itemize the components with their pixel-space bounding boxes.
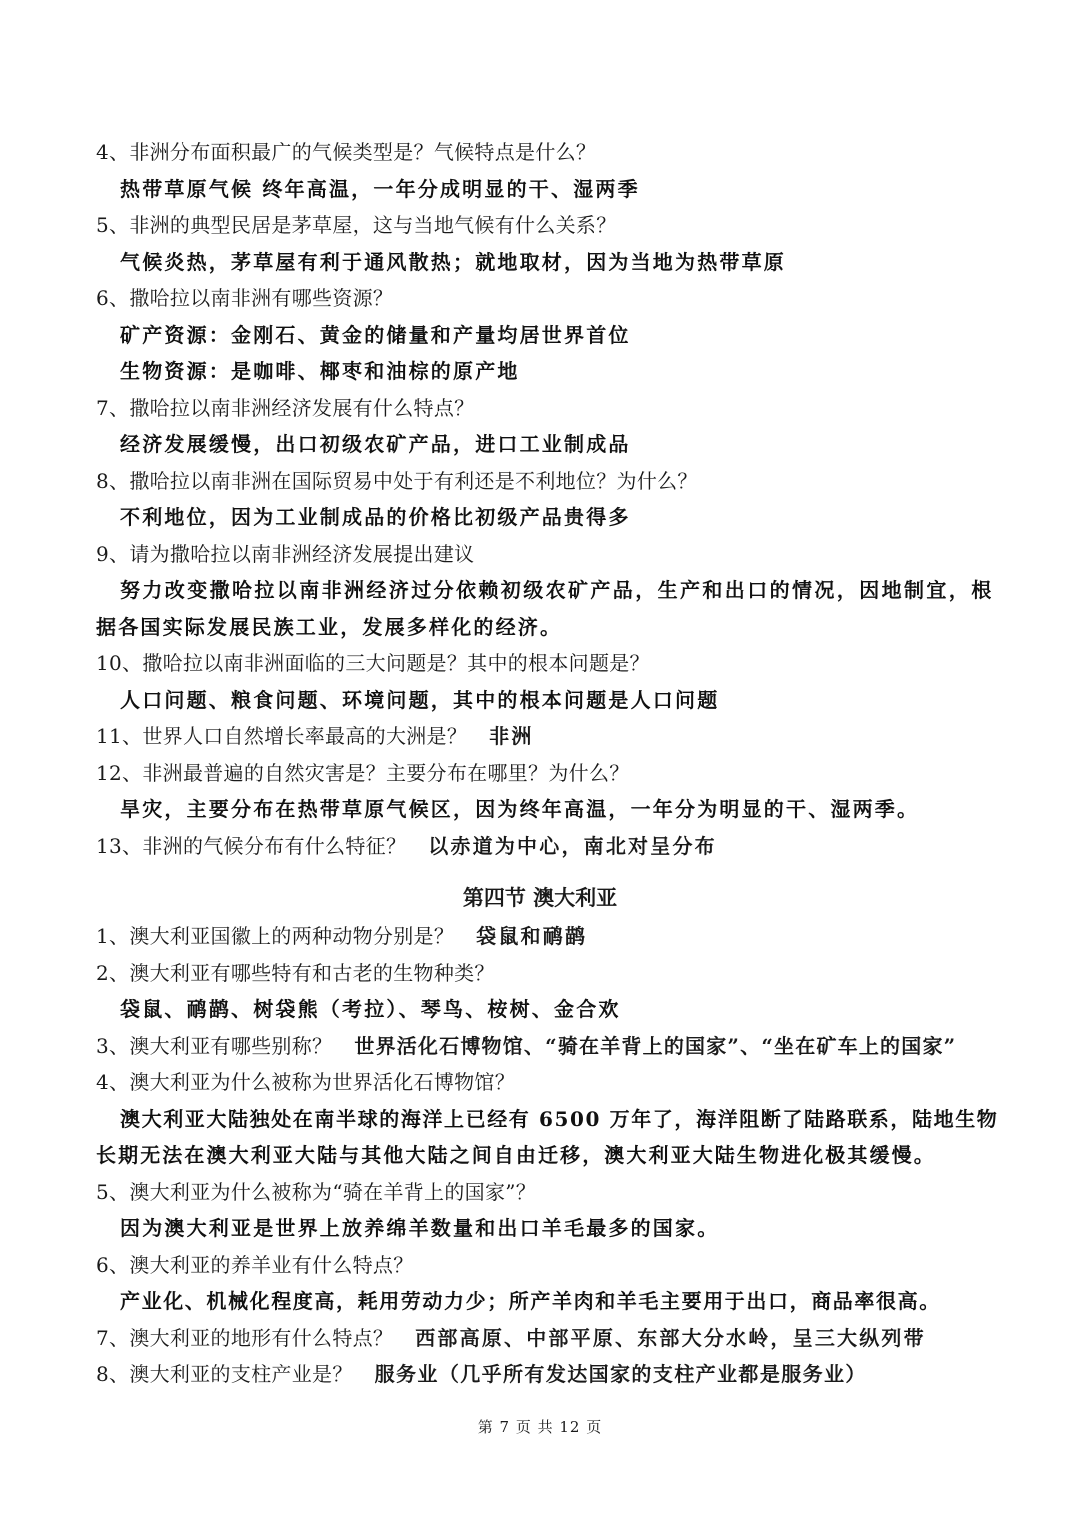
aus-answer-8: 服务业（几乎所有发达国家的支柱产业都是服务业） xyxy=(374,1362,867,1386)
answer-8: 不利地位，因为工业制成品的价格比初级产品贵得多 xyxy=(120,505,631,529)
aus-answer-2: 袋鼠、鸸鹋、树袋熊（考拉）、琴鸟、桉树、金合欢 xyxy=(120,997,621,1021)
aus-question-7 xyxy=(0,1320,1080,1357)
answer-6-biological: 生物资源：是咖啡、椰枣和油棕的原产地 xyxy=(120,359,520,383)
question-9: 9、请为撒哈拉以南非洲经济发展提出建议 xyxy=(96,541,475,566)
aus-question-1 xyxy=(0,918,1080,955)
aus-answer-4-line-1: 澳大利亚大陆独处在南半球的海洋上已经有 6500 万年了，海洋阻断了陆路联系，陆地生物 xyxy=(120,1106,999,1131)
question-13-text: 13、非洲的气候分布有什么特征？ xyxy=(96,833,407,858)
section-title: 第四节 澳大利亚 xyxy=(462,886,618,910)
question-7: 7、撒哈拉以南非洲经济发展有什么特点？ xyxy=(96,395,475,420)
aus-answer-3: 世界活化石博物馆、“骑在羊背上的国家”、“坐在矿车上的国家” xyxy=(354,1033,957,1058)
answer-11: 非洲 xyxy=(489,724,534,748)
answer-13: 以赤道为中心，南北对呈分布 xyxy=(428,833,717,858)
question-11-text: 11、世界人口自然增长率最高的大洲是？ xyxy=(96,724,468,748)
answer-10: 人口问题、粮食问题、环境问题，其中的根本问题是人口问题 xyxy=(120,687,720,712)
document-body xyxy=(0,134,1080,1393)
answer-4: 热带草原气候 终年高温，一年分成明显的干、湿两季 xyxy=(120,176,640,201)
answer-7: 经济发展缓慢，出口初级农矿产品，进口工业制成品 xyxy=(120,432,631,456)
aus-answer-6: 产业化、机械化程度高，耗用劳动力少；所产羊肉和羊毛主要用于出口，商品率很高。 xyxy=(120,1289,941,1313)
aus-question-3 xyxy=(0,1028,1080,1065)
question-12: 12、非洲最普遍的自然灾害是？主要分布在哪里？为什么？ xyxy=(96,760,630,785)
answer-9-line-1: 努力改变撒哈拉以南非洲经济过分依赖初级农矿产品，生产和出口的情况，因地制宜，根 xyxy=(120,578,994,602)
question-5: 5、非洲的典型民居是茅草屋，这与当地气候有什么关系？ xyxy=(96,213,617,237)
aus-question-3-text: 3、澳大利亚有哪些别称？ xyxy=(96,1033,333,1058)
aus-answer-1: 袋鼠和鸸鹋 xyxy=(476,924,588,948)
aus-question-8-text: 8、澳大利亚的支柱产业是？ xyxy=(96,1362,353,1386)
answer-5: 气候炎热，茅草屋有利于通风散热；就地取材，因为当地为热带草原 xyxy=(120,249,786,274)
aus-question-4: 4、澳大利亚为什么被称为世界活化石博物馆？ xyxy=(96,1070,516,1094)
question-8: 8、撒哈拉以南非洲在国际贸易中处于有利还是不利地位？为什么？ xyxy=(96,468,698,493)
aus-question-2: 2、澳大利亚有哪些特有和古老的生物种类？ xyxy=(96,960,495,985)
aus-question-6: 6、澳大利亚的养羊业有什么特点？ xyxy=(96,1252,414,1277)
aus-answer-4-line-2: 长期无法在澳大利亚大陆与其他大陆之间自由迁移，澳大利亚大陆生物进化极其缓慢。 xyxy=(96,1143,936,1167)
answer-9-line-2: 据各国实际发展民族工业，发展多样化的经济。 xyxy=(96,614,563,639)
question-11 xyxy=(0,718,1080,755)
aus-answer-5: 因为澳大利亚是世界上放养绵羊数量和出口羊毛最多的国家。 xyxy=(120,1216,720,1240)
answer-12: 旱灾，主要分布在热带草原气候区，因为终年高温，一年分为明显的干、湿两季。 xyxy=(120,797,920,821)
aus-answer-7: 西部高原、中部平原、东部大分水岭，呈三大纵列带 xyxy=(415,1325,926,1350)
page-footer: 第 7 页 共 12 页 xyxy=(477,1418,603,1436)
question-4: 4、非洲分布面积最广的气候类型是？气候特点是什么？ xyxy=(96,140,597,164)
aus-question-7-text: 7、澳大利亚的地形有什么特点？ xyxy=(96,1325,394,1350)
aus-question-5: 5、澳大利亚为什么被称为“骑在羊背上的国家”？ xyxy=(96,1179,537,1204)
answer-6-minerals: 矿产资源：金刚石、黄金的储量和产量均居世界首位 xyxy=(120,322,631,347)
question-10: 10、撒哈拉以南非洲面临的三大问题是？其中的根本问题是？ xyxy=(96,651,650,675)
aus-question-1-text: 1、澳大利亚国徽上的两种动物分别是？ xyxy=(96,924,455,948)
question-13 xyxy=(0,828,1080,865)
question-6: 6、撒哈拉以南非洲有哪些资源？ xyxy=(96,286,394,310)
aus-question-8 xyxy=(0,1356,1080,1393)
